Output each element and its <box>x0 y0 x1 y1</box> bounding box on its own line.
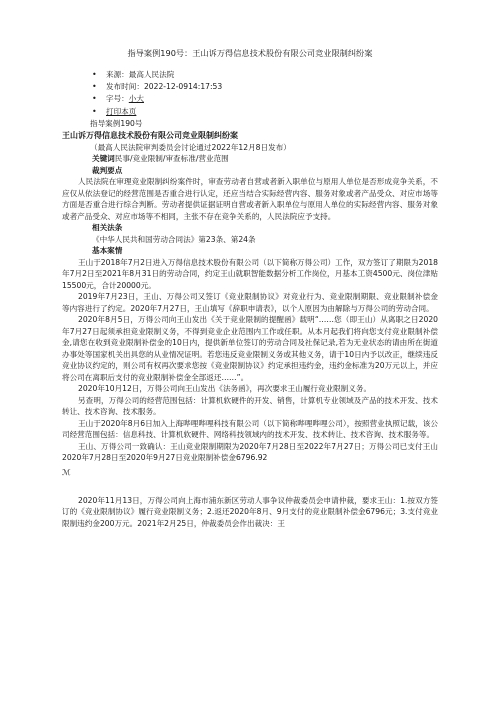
discussion-note: （最高人民法院审判委员会讨论通过2022年12月8日发布） <box>90 142 291 152</box>
case-number: 指导案例190号 <box>90 119 143 129</box>
font-size-toggle-link[interactable]: 小大 <box>128 94 144 104</box>
keywords-text: 民事/竞业限制/审查标准/营业范围 <box>114 154 229 164</box>
keywords-label: 关键词 <box>92 154 115 164</box>
section-heading-facts: 基本案情 <box>92 246 123 256</box>
section-heading-law: 相关法条 <box>92 223 123 233</box>
law-text: 《中华人民共和国劳动合同法》第23条、第24条 <box>92 234 256 244</box>
font-size-label: 字号： <box>106 94 129 104</box>
facts-paragraph-2: 2019年7月23日，王山、万得公司又签订《竞业限制协议》对竞业行为、竞业限制期限、竞业限制补偿金等内容进行了约定。2020年7月27日，王山填写《辞职申请表》，以个人原因为由解除与万得公司的劳动合同。 <box>62 292 438 313</box>
facts-paragraph-3: 2020年8月5日，万得公司向王山发出《关于竞业限制的提醒函》载明“……您（即王山）从离职之日2020年7月27日起须承担竞业限制义务，不得到竞业企业范围内工作或任职。从本月起我们将向您支付竞业限制补偿金,请您在收到竞业限制补偿金的10日内，提供新单位签订的劳动合同及社保记录,若为无业状态的请由所在街道办事处等国家机关出具您的从业情况证明。若您违反竞业限制义务或其他义务，请于10日内予以改正，继续违反竞业协议约定的，则公司有权再次要求您按《竞业限制协议》约定承担违约金，违约金标准为20万元以上，并应将公司在离职后支付的竞业限制补偿金全部返还……”。 <box>62 315 438 382</box>
paragraph-gap <box>62 479 438 495</box>
meta-font-size <box>92 93 438 105</box>
facts-paragraph-5: 另查明，万得公司的经营范围包括：计算机软硬件的开发、销售，计算机专业领域及产品的技术开发、技术转让、技术咨询、技术服务。 <box>62 395 438 417</box>
facts-paragraph-1: 王山于2018年7月2日进入万得信息技术股份有限公司（以下简称万得公司）工作，双方签订了期限为2018年7月2日至2021年8月31日的劳动合同，约定王山就职智能数据分析工作岗位，月基本工资4500元、岗位津贴15500元，合计20000元。 <box>62 257 438 290</box>
meta-publish-time: • 发布时间：2022-12-0914:17:53 <box>92 81 438 93</box>
meta-source: • 来源：最高人民法院 <box>92 69 438 81</box>
facts-paragraph-4: 2020年10月12日，万得公司向王山发出《法务函》，再次要求王山履行竞业限制义务。 <box>78 384 372 394</box>
print-page-link[interactable]: 打印本页 <box>106 106 137 116</box>
tail-paragraph: 2020年11月13日，万得公司向上海市浦东新区劳动人事争议仲裁委员会申请仲裁，要求王山：1.按双方签订的《竞业限制协议》履行竞业限制义务；2.返还2020年8月、9月支付的竞业限制补偿金6796元；3.支付竞业限制违约金200万元。2021年2月25日，仲裁委员会作出裁决：王 <box>62 495 438 528</box>
keywords-line <box>92 153 438 165</box>
meta-print <box>92 106 438 118</box>
meta-list <box>92 69 438 119</box>
points-paragraph: 人民法院在审理竞业限制纠纷案件时，审查劳动者自营或者新入职单位与原用人单位是否形成竞争关系，不应仅从依法登记的经营范围是否重合进行认定，还应当结合实际经营内容、服务对象或者产品受众、对应市场等方面是否重合进行综合判断。劳动者提供证据证明自营或者新入职单位与原用人单位的实际经营内容、服务对象或者产品受众、对应市场等不相同，主张不存在竞争关系的，人民法院应予支持。 <box>62 177 438 221</box>
case-title: 王山诉万得信息技术股份有限公司竞业限制纠纷案 <box>62 131 238 141</box>
facts-paragraph-6: 王山于2020年8月6日加入上海哔哩哔哩科技有限公司（以下简称哔哩哔哩公司），按照营业执照记载，该公司经营范围包括：信息科技、计算机软硬件、网络科技领域内的技术开发、技术转让、技术咨询、技术服务等。 <box>62 418 438 440</box>
signature-mark: ℳ <box>62 467 71 477</box>
section-heading-points: 裁判要点 <box>92 165 123 175</box>
facts-paragraph-7: 王山、万得公司一致确认：王山竞业限制期限为2020年7月28日至2022年7月27日；万得公司已支付王山2020年7月28日至2020年9月27日竞业限制补偿金6796.92 <box>62 441 438 463</box>
document-title: 指导案例190号：王山诉万得信息技术股份有限公司竞业限制纠纷案 <box>127 48 373 58</box>
